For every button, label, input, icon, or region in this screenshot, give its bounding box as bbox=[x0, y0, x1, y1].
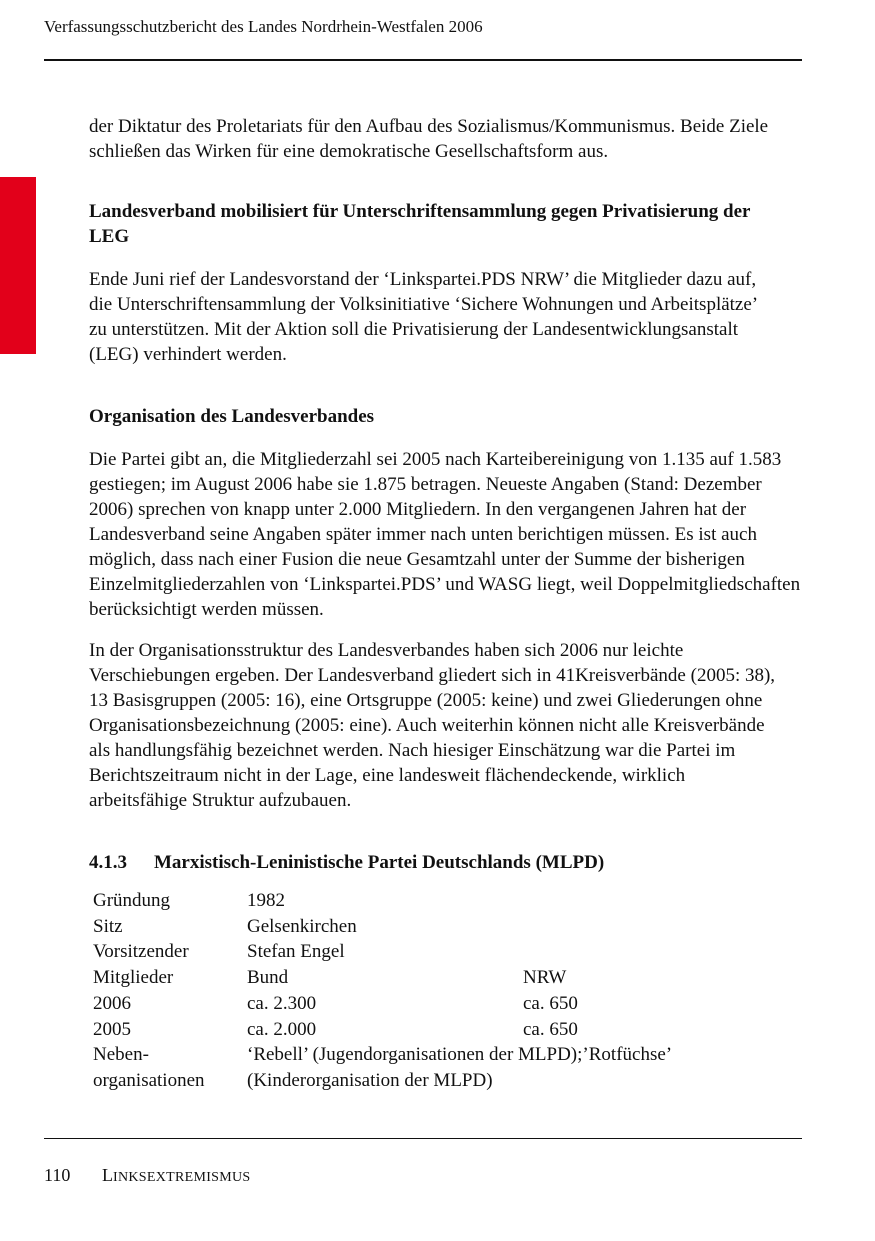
section-number: 4.1.3 bbox=[89, 852, 127, 873]
footer-rule bbox=[44, 1138, 802, 1139]
value-vorsitzender: Stefan Engel bbox=[247, 941, 345, 963]
section-heading-mlpd bbox=[89, 850, 801, 875]
label-mitglieder: Mitglieder bbox=[93, 967, 174, 989]
mlpd-info-table bbox=[93, 888, 672, 1094]
heading-landesverband-leg: Landesverband mobilisiert für Unterschriftensammlung gegen Privatisierung der LEG bbox=[89, 201, 751, 247]
chapter-title bbox=[102, 1165, 251, 1186]
page-number: 110 bbox=[44, 1165, 71, 1185]
value-2006-bund: ca. 2.300 bbox=[247, 992, 317, 1014]
page-footer bbox=[44, 1165, 251, 1186]
label-nebenorganisationen bbox=[93, 1042, 247, 1093]
table-row bbox=[93, 888, 672, 914]
label-2006: 2006 bbox=[93, 992, 131, 1014]
page-body bbox=[89, 114, 801, 1094]
value-neben-line1: ‘Rebell’ (Jugendorganisationen der MLPD);’Rotfüchse’ bbox=[247, 1044, 673, 1066]
table-row bbox=[93, 914, 672, 940]
value-2005-bund: ca. 2.000 bbox=[247, 1018, 317, 1040]
margin-tab-marker bbox=[0, 177, 36, 354]
value-nebenorganisationen bbox=[247, 1042, 672, 1093]
value-sitz: Gelsenkirchen bbox=[247, 915, 357, 937]
label-gruendung: Gründung bbox=[93, 890, 171, 911]
header-rule bbox=[44, 59, 802, 61]
value-neben-line2: (Kinderorganisation der MLPD) bbox=[247, 1069, 493, 1091]
table-row bbox=[93, 1042, 672, 1093]
table-row bbox=[93, 991, 672, 1017]
column-nrw: NRW bbox=[523, 967, 567, 989]
paragraph-organisationsstruktur: In der Organisationsstruktur des Landesverbandes haben sich 2006 nur leichte Verschiebungen ergeben. Der Landesverband gliedert sich in 41Kreisverbände (2005: 38), 13 Basisgruppen (2005: 16), eine Ortsgruppe (2005: keine) und zwei Gliederungen ohne Organisationsbezeichnung (2005: eine). Auch weiterhin können nicht alle Kreisverbände als handlungsfähig bezeichnet werden. Nach hiesiger Einschätzung war die Partei im Berichtszeitraum nicht in der Lage, eine landesweit flächendeckende, wirklich arbeitsfähige Struktur aufzubauen. bbox=[89, 640, 776, 811]
label-neben-line2: organisationen bbox=[93, 1069, 205, 1091]
chapter-title-rest: INKSEXTREMISMUS bbox=[113, 1170, 251, 1185]
table-row bbox=[93, 1017, 672, 1043]
label-neben-line1: Neben- bbox=[93, 1044, 149, 1066]
section-title: Marxistisch-Leninistische Partei Deutschlands (MLPD) bbox=[154, 852, 605, 873]
value-gruendung: 1982 bbox=[247, 890, 285, 911]
table-row bbox=[93, 965, 672, 991]
paragraph-diktatur: der Diktatur des Proletariats für den Aufbau des Sozialismus/Kommunismus. Beide Ziele schließen das Wirken für eine demokratische Gesellschaftsform aus. bbox=[89, 116, 769, 162]
heading-organisation: Organisation des Landesverbandes bbox=[89, 406, 375, 427]
running-header: Verfassungsschutzbericht des Landes Nordrhein-Westfalen 2006 bbox=[44, 17, 483, 36]
label-vorsitzender: Vorsitzender bbox=[93, 941, 189, 963]
label-sitz: Sitz bbox=[93, 915, 123, 937]
chapter-title-initial: L bbox=[102, 1165, 113, 1185]
column-bund: Bund bbox=[247, 967, 289, 989]
value-2005-nrw: ca. 650 bbox=[523, 1018, 578, 1040]
paragraph-mitgliederzahl: Die Partei gibt an, die Mitgliederzahl sei 2005 nach Karteibereinigung von 1.135 auf 1.583 gestiegen; im August 2006 habe sie 1.875 betragen. Neueste Angaben (Stand: Dezember 2006) sprechen von knapp unter 2.000 Mitgliedern. In den vergangenen Jahren hat der Landesverband seine Angaben später immer nach unten berichtigen müssen. Es ist auch möglich, dass nach einer Fusion die neue Gesamtzahl unter der Summe der bisherigen Einzelmitgliederzahlen von ‘Linkspartei.PDS’ und WASG liegt, weil Doppelmitgliedschaften berücksichtigt werden müssen. bbox=[89, 449, 801, 620]
paragraph-unterschriften: Ende Juni rief der Landesvorstand der ‘Linkspartei.PDS NRW’ die Mitglieder dazu auf, die Unterschriftensammlung der Volksinitiative ‘Sichere Wohnungen und Arbeitsplätze’ zu unterstützen. Mit der Aktion soll die Privatisierung der Landesentwicklungsanstalt (LEG) verhindert werden. bbox=[89, 269, 757, 365]
label-2005: 2005 bbox=[93, 1018, 131, 1040]
table-row bbox=[93, 939, 672, 965]
value-2006-nrw: ca. 650 bbox=[523, 992, 578, 1014]
